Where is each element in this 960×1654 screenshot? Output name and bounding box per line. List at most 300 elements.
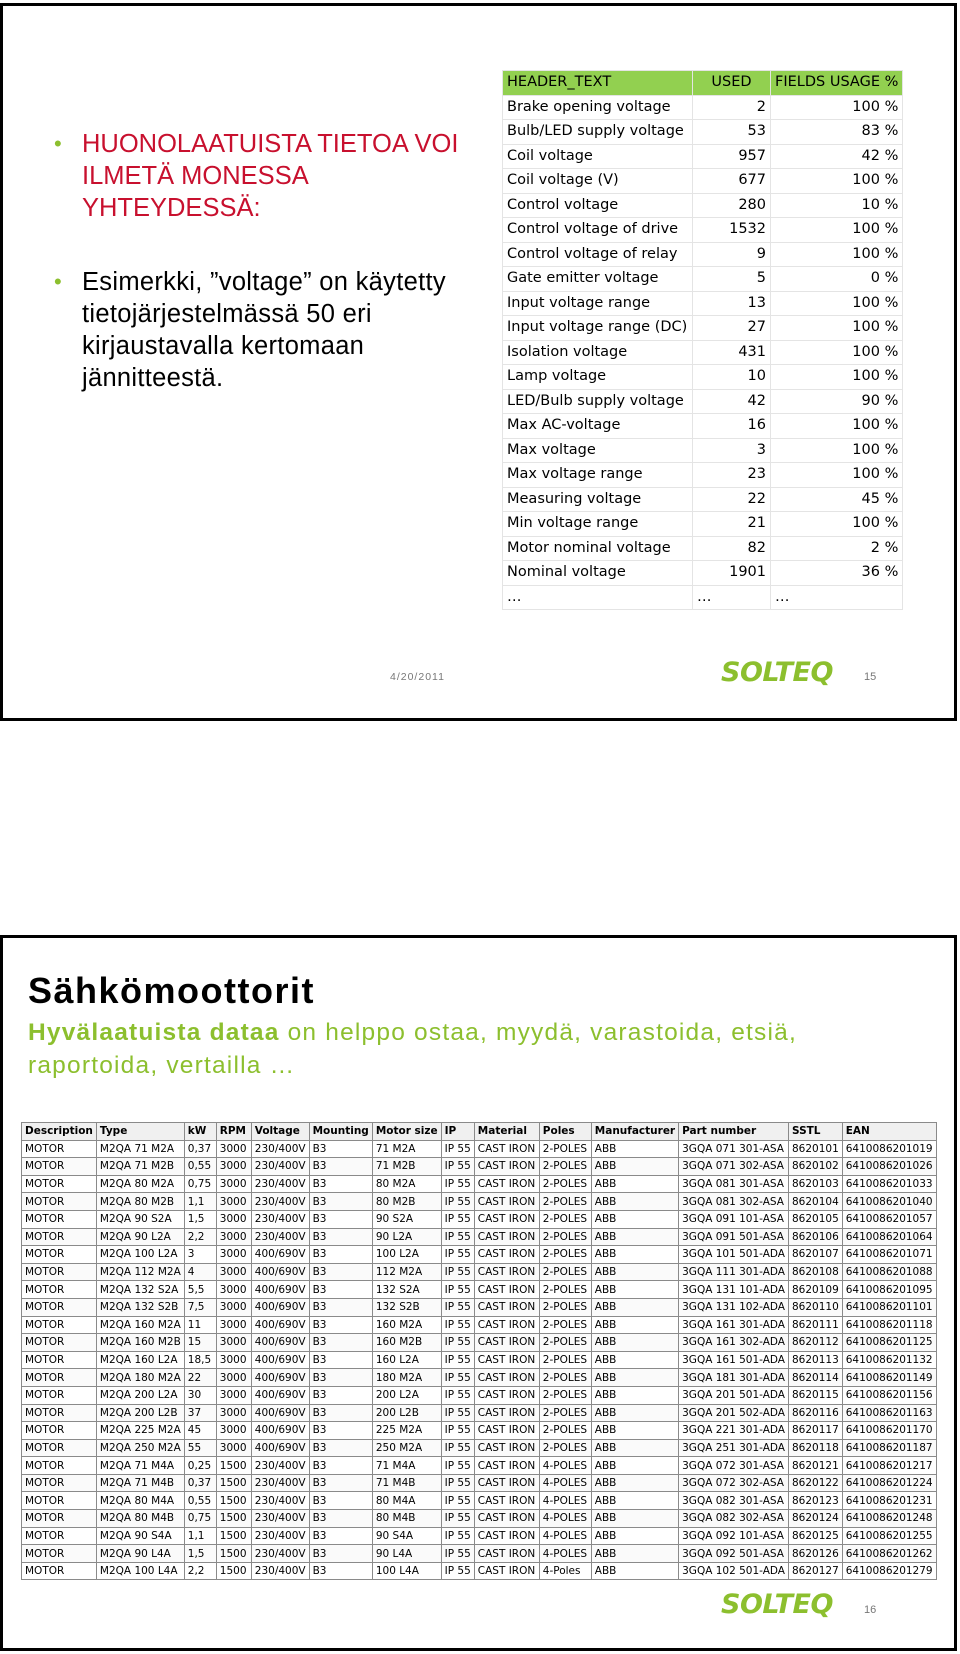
table-cell: 3GQA 161 501-ADA	[679, 1351, 789, 1369]
table-cell: 4-POLES	[539, 1474, 591, 1492]
table-cell: 3GQA 071 301-ASA	[679, 1140, 789, 1158]
table-cell: 8620103	[788, 1175, 842, 1193]
table-row	[503, 414, 903, 439]
table-cell: 1532	[693, 218, 771, 243]
table-cell: Max voltage	[503, 438, 693, 463]
table-cell: Control voltage of relay	[503, 242, 693, 267]
table-cell: B3	[309, 1281, 372, 1299]
table-cell: 400/690V	[251, 1316, 309, 1334]
table-cell: 8620109	[788, 1281, 842, 1299]
table-cell: IP 55	[441, 1404, 474, 1422]
table-cell: ABB	[591, 1298, 678, 1316]
table-cell: 6410086201187	[842, 1439, 936, 1457]
table-cell: MOTOR	[22, 1369, 97, 1387]
table-cell: ABB	[591, 1422, 678, 1440]
table-cell: 3	[184, 1246, 216, 1264]
table-cell: 160 M2B	[372, 1334, 441, 1352]
table-cell: 22	[184, 1369, 216, 1387]
table-cell: CAST IRON	[474, 1562, 539, 1580]
table-cell: 230/400V	[251, 1175, 309, 1193]
table-cell: 250 M2A	[372, 1439, 441, 1457]
table-cell: 100 %	[771, 95, 903, 120]
table-cell: M2QA 112 M2A	[96, 1263, 184, 1281]
table-cell: 71 M2B	[372, 1158, 441, 1176]
table-cell: Motor nominal voltage	[503, 536, 693, 561]
table-cell: 3GQA 131 101-ADA	[679, 1281, 789, 1299]
column-header: FIELDS USAGE %	[771, 71, 903, 96]
table-row	[503, 218, 903, 243]
table-cell: 100 %	[771, 340, 903, 365]
table-cell: 0,55	[184, 1492, 216, 1510]
table-cell: 2-POLES	[539, 1404, 591, 1422]
table-cell: B3	[309, 1228, 372, 1246]
table-cell: B3	[309, 1404, 372, 1422]
table-row	[503, 193, 903, 218]
table-cell: 23	[693, 463, 771, 488]
table-cell: 8620123	[788, 1492, 842, 1510]
table-cell: IP 55	[441, 1281, 474, 1299]
table-cell: IP 55	[441, 1246, 474, 1264]
table-cell: IP 55	[441, 1369, 474, 1387]
table-cell: 100 %	[771, 414, 903, 439]
column-header: Motor size	[372, 1123, 441, 1141]
table-cell: 30	[184, 1386, 216, 1404]
table-row	[503, 144, 903, 169]
slide-subtitle	[28, 1016, 908, 1082]
table-row	[503, 169, 903, 194]
table-cell: 3000	[216, 1351, 251, 1369]
table-cell: 3000	[216, 1298, 251, 1316]
table-cell: 132 S2A	[372, 1281, 441, 1299]
table-cell: 11	[184, 1316, 216, 1334]
table-cell: MOTOR	[22, 1351, 97, 1369]
table-cell: 6410086201118	[842, 1316, 936, 1334]
table-cell: 280	[693, 193, 771, 218]
table-cell: 1500	[216, 1492, 251, 1510]
table-cell: 2-POLES	[539, 1158, 591, 1176]
table-cell: LED/Bulb supply voltage	[503, 389, 693, 414]
table-cell: 8620117	[788, 1422, 842, 1440]
table-cell: M2QA 71 M4B	[96, 1474, 184, 1492]
table-row	[503, 267, 903, 292]
table-cell: B3	[309, 1386, 372, 1404]
table-cell: 6410086201071	[842, 1246, 936, 1264]
table-cell: ABB	[591, 1545, 678, 1563]
table-cell: 8620126	[788, 1545, 842, 1563]
table-cell: M2QA 90 L4A	[96, 1545, 184, 1563]
table-cell: MOTOR	[22, 1492, 97, 1510]
table-cell: ABB	[591, 1175, 678, 1193]
table-row	[503, 95, 903, 120]
table-cell: 225 M2A	[372, 1422, 441, 1440]
table-cell: CAST IRON	[474, 1281, 539, 1299]
table-cell: 100 %	[771, 512, 903, 537]
table-cell: 90 S4A	[372, 1527, 441, 1545]
table-cell: 100 %	[771, 365, 903, 390]
table-cell: M2QA 71 M4A	[96, 1457, 184, 1475]
table-cell: 230/400V	[251, 1545, 309, 1563]
table-cell: ABB	[591, 1281, 678, 1299]
table-row	[22, 1158, 937, 1176]
table-cell: M2QA 80 M2B	[96, 1193, 184, 1211]
table-cell: 6410086201163	[842, 1404, 936, 1422]
table-cell: 2-POLES	[539, 1316, 591, 1334]
table-cell: Nominal voltage	[503, 561, 693, 586]
table-row	[503, 487, 903, 512]
table-cell: Gate emitter voltage	[503, 267, 693, 292]
table-cell: 6410086201149	[842, 1369, 936, 1387]
table-cell: Input voltage range	[503, 291, 693, 316]
table-cell: 36 %	[771, 561, 903, 586]
table-cell: 400/690V	[251, 1246, 309, 1264]
table-row	[503, 291, 903, 316]
table-row	[22, 1404, 937, 1422]
table-cell: 16	[693, 414, 771, 439]
table-row	[22, 1562, 937, 1580]
table-cell: Input voltage range (DC)	[503, 316, 693, 341]
table-cell: 6410086201101	[842, 1298, 936, 1316]
table-cell: 2,2	[184, 1562, 216, 1580]
table-cell: 3GQA 072 302-ASA	[679, 1474, 789, 1492]
table-cell: IP 55	[441, 1510, 474, 1528]
table-cell: IP 55	[441, 1158, 474, 1176]
table-row	[503, 438, 903, 463]
column-header: EAN	[842, 1123, 936, 1141]
table-cell: 6410086201125	[842, 1334, 936, 1352]
table-cell: 8620121	[788, 1457, 842, 1475]
table-cell: 71 M4B	[372, 1474, 441, 1492]
column-header: RPM	[216, 1123, 251, 1141]
table-cell: B3	[309, 1422, 372, 1440]
table-cell: CAST IRON	[474, 1474, 539, 1492]
table-cell: MOTOR	[22, 1439, 97, 1457]
table-cell: IP 55	[441, 1175, 474, 1193]
bullet-item: • Esimerkki, ”voltage” on käytetty tietojärjestelmässä 50 eri kirjaustavalla kertomaan jännitteestä.	[52, 266, 472, 394]
table-cell: M2QA 90 S4A	[96, 1527, 184, 1545]
table-cell: 6410086201248	[842, 1510, 936, 1528]
table-cell: 3GQA 181 301-ADA	[679, 1369, 789, 1387]
table-cell: 6410086201057	[842, 1210, 936, 1228]
table-cell: 53	[693, 120, 771, 145]
table-cell: 400/690V	[251, 1422, 309, 1440]
table-cell: 100 %	[771, 291, 903, 316]
table-cell: 8620101	[788, 1140, 842, 1158]
table-cell: CAST IRON	[474, 1369, 539, 1387]
table-cell: CAST IRON	[474, 1422, 539, 1440]
table-cell: 100 %	[771, 218, 903, 243]
table-cell: 6410086201224	[842, 1474, 936, 1492]
table-cell: 2-POLES	[539, 1439, 591, 1457]
table-cell: 1500	[216, 1510, 251, 1528]
table-cell: 3GQA 072 301-ASA	[679, 1457, 789, 1475]
table-cell: IP 55	[441, 1334, 474, 1352]
table-cell: 45 %	[771, 487, 903, 512]
table-cell: 100 %	[771, 463, 903, 488]
table-cell: 2-POLES	[539, 1422, 591, 1440]
table-cell: 8620106	[788, 1228, 842, 1246]
table-row	[22, 1228, 937, 1246]
table-cell: 8620105	[788, 1210, 842, 1228]
table-cell: CAST IRON	[474, 1457, 539, 1475]
table-cell: B3	[309, 1246, 372, 1264]
table-cell: 3000	[216, 1386, 251, 1404]
table-cell: 3GQA 251 301-ADA	[679, 1439, 789, 1457]
table-row	[503, 585, 903, 610]
table-cell: 42	[693, 389, 771, 414]
table-cell: ABB	[591, 1457, 678, 1475]
table-cell: CAST IRON	[474, 1316, 539, 1334]
column-header: USED	[693, 71, 771, 96]
table-cell: 80 M4A	[372, 1492, 441, 1510]
table-cell: ABB	[591, 1510, 678, 1528]
table-cell: ABB	[591, 1158, 678, 1176]
table-cell: MOTOR	[22, 1281, 97, 1299]
table-cell: ABB	[591, 1369, 678, 1387]
table-cell: 6410086201217	[842, 1457, 936, 1475]
table-cell: 42 %	[771, 144, 903, 169]
table-cell: M2QA 71 M2B	[96, 1158, 184, 1176]
table-cell: 90 L4A	[372, 1545, 441, 1563]
table-cell: 677	[693, 169, 771, 194]
table-cell: 80 M4B	[372, 1510, 441, 1528]
table-cell: CAST IRON	[474, 1334, 539, 1352]
table-cell: 71 M4A	[372, 1457, 441, 1475]
table-cell: M2QA 160 M2B	[96, 1334, 184, 1352]
table-cell: 8620112	[788, 1334, 842, 1352]
table-cell: 80 M2A	[372, 1175, 441, 1193]
page-number: 16	[864, 1604, 877, 1616]
table-cell: 83 %	[771, 120, 903, 145]
table-cell: 8620122	[788, 1474, 842, 1492]
column-header: Voltage	[251, 1123, 309, 1141]
table-cell: ABB	[591, 1351, 678, 1369]
table-cell: 8620124	[788, 1510, 842, 1528]
table-cell: M2QA 200 L2A	[96, 1386, 184, 1404]
table-cell: B3	[309, 1439, 372, 1457]
table-cell: MOTOR	[22, 1210, 97, 1228]
table-cell: 4-POLES	[539, 1492, 591, 1510]
table-cell: B3	[309, 1492, 372, 1510]
table-cell: 6410086201132	[842, 1351, 936, 1369]
table-cell: 3GQA 201 502-ADA	[679, 1404, 789, 1422]
table-cell: 6410086201095	[842, 1281, 936, 1299]
table-cell: 1500	[216, 1457, 251, 1475]
table-cell: 3000	[216, 1316, 251, 1334]
table-cell: ABB	[591, 1492, 678, 1510]
table-cell: 22	[693, 487, 771, 512]
table-cell: Coil voltage (V)	[503, 169, 693, 194]
table-cell: 1,1	[184, 1527, 216, 1545]
table-cell: 1500	[216, 1545, 251, 1563]
table-row	[22, 1210, 937, 1228]
table-cell: 3	[693, 438, 771, 463]
table-cell: CAST IRON	[474, 1158, 539, 1176]
table-cell: MOTOR	[22, 1510, 97, 1528]
table-cell: 80 M2B	[372, 1193, 441, 1211]
table-cell: Control voltage of drive	[503, 218, 693, 243]
table-cell: …	[503, 585, 693, 610]
table-cell: 0,75	[184, 1510, 216, 1528]
table-cell: 0,37	[184, 1140, 216, 1158]
table-cell: ABB	[591, 1562, 678, 1580]
table-cell: 8620114	[788, 1369, 842, 1387]
table-cell: B3	[309, 1158, 372, 1176]
table-cell: B3	[309, 1351, 372, 1369]
table-cell: Min voltage range	[503, 512, 693, 537]
table-cell: 2-POLES	[539, 1351, 591, 1369]
table-cell: 230/400V	[251, 1228, 309, 1246]
table-cell: 71 M2A	[372, 1140, 441, 1158]
column-header: Manufacturer	[591, 1123, 678, 1141]
table-cell: 8620108	[788, 1263, 842, 1281]
table-cell: 1500	[216, 1562, 251, 1580]
table-cell: IP 55	[441, 1457, 474, 1475]
table-cell: 3000	[216, 1246, 251, 1264]
table-cell: MOTOR	[22, 1527, 97, 1545]
table-cell: CAST IRON	[474, 1263, 539, 1281]
table-cell: IP 55	[441, 1298, 474, 1316]
table-cell: 8620125	[788, 1527, 842, 1545]
table-cell: 6410086201019	[842, 1140, 936, 1158]
table-cell: 100 L4A	[372, 1562, 441, 1580]
table-cell: 21	[693, 512, 771, 537]
table-header-row	[503, 71, 903, 96]
table-cell: ABB	[591, 1527, 678, 1545]
table-cell: 9	[693, 242, 771, 267]
table-cell: 55	[184, 1439, 216, 1457]
table-cell: 132 S2B	[372, 1298, 441, 1316]
table-cell: 8620104	[788, 1193, 842, 1211]
table-cell: M2QA 132 S2A	[96, 1281, 184, 1299]
table-cell: CAST IRON	[474, 1351, 539, 1369]
table-cell: M2QA 71 M2A	[96, 1140, 184, 1158]
table-cell: B3	[309, 1474, 372, 1492]
table-cell: 2	[693, 95, 771, 120]
table-cell: B3	[309, 1334, 372, 1352]
table-cell: 100 L2A	[372, 1246, 441, 1264]
table-cell: M2QA 160 M2A	[96, 1316, 184, 1334]
table-cell: 180 M2A	[372, 1369, 441, 1387]
table-cell: M2QA 225 M2A	[96, 1422, 184, 1440]
table-cell: IP 55	[441, 1386, 474, 1404]
table-cell: 3GQA 111 301-ADA	[679, 1263, 789, 1281]
table-cell: 230/400V	[251, 1474, 309, 1492]
table-cell: 3GQA 081 301-ASA	[679, 1175, 789, 1193]
table-cell: 100 %	[771, 438, 903, 463]
table-cell: 6410086201262	[842, 1545, 936, 1563]
table-cell: 160 L2A	[372, 1351, 441, 1369]
table-row	[503, 463, 903, 488]
table-cell: ABB	[591, 1210, 678, 1228]
table-cell: 3000	[216, 1422, 251, 1440]
table-cell: 3000	[216, 1369, 251, 1387]
table-cell: M2QA 132 S2B	[96, 1298, 184, 1316]
table-row	[22, 1334, 937, 1352]
table-cell: Brake opening voltage	[503, 95, 693, 120]
table-row	[22, 1492, 937, 1510]
table-cell: 100 %	[771, 169, 903, 194]
table-cell: 2-POLES	[539, 1228, 591, 1246]
table-cell: 8620116	[788, 1404, 842, 1422]
table-cell: 3GQA 081 302-ASA	[679, 1193, 789, 1211]
solteq-logo	[721, 1589, 833, 1620]
table-cell: 3000	[216, 1228, 251, 1246]
table-cell: B3	[309, 1175, 372, 1193]
table-cell: 8620113	[788, 1351, 842, 1369]
table-cell: 2-POLES	[539, 1175, 591, 1193]
table-row	[22, 1316, 937, 1334]
table-cell: M2QA 250 M2A	[96, 1439, 184, 1457]
table-cell: ABB	[591, 1263, 678, 1281]
table-cell: 3GQA 131 102-ADA	[679, 1298, 789, 1316]
column-header: Mounting	[309, 1123, 372, 1141]
logo-text: SOLTEQ	[721, 1589, 833, 1620]
table-cell: 0,25	[184, 1457, 216, 1475]
table-cell: 400/690V	[251, 1369, 309, 1387]
table-cell: CAST IRON	[474, 1492, 539, 1510]
table-cell: 400/690V	[251, 1298, 309, 1316]
table-cell: 5,5	[184, 1281, 216, 1299]
table-cell: 1901	[693, 561, 771, 586]
table-cell: CAST IRON	[474, 1527, 539, 1545]
table-cell: 3GQA 092 501-ASA	[679, 1545, 789, 1563]
table-cell: MOTOR	[22, 1298, 97, 1316]
table-cell: 400/690V	[251, 1281, 309, 1299]
table-cell: IP 55	[441, 1422, 474, 1440]
voltage-usage-table	[502, 70, 903, 610]
subtitle-bold: Hyvälaatuista dataa	[28, 1019, 280, 1046]
table-cell: 6410086201156	[842, 1386, 936, 1404]
table-cell: 18,5	[184, 1351, 216, 1369]
table-cell: 6410086201040	[842, 1193, 936, 1211]
table-cell: IP 55	[441, 1474, 474, 1492]
table-cell: 0,55	[184, 1158, 216, 1176]
table-cell: 4-Poles	[539, 1562, 591, 1580]
table-cell: CAST IRON	[474, 1228, 539, 1246]
table-row	[22, 1474, 937, 1492]
table-cell: B3	[309, 1298, 372, 1316]
table-cell: IP 55	[441, 1316, 474, 1334]
table-cell: 4-POLES	[539, 1457, 591, 1475]
table-cell: M2QA 100 L4A	[96, 1562, 184, 1580]
table-cell: 3GQA 091 501-ASA	[679, 1228, 789, 1246]
table-cell: B3	[309, 1527, 372, 1545]
table-cell: 3GQA 161 302-ADA	[679, 1334, 789, 1352]
table-cell: 1,5	[184, 1210, 216, 1228]
table-cell: IP 55	[441, 1545, 474, 1563]
table-row	[22, 1175, 937, 1193]
table-cell: 2 %	[771, 536, 903, 561]
table-cell: 100 %	[771, 316, 903, 341]
table-cell: 82	[693, 536, 771, 561]
table-cell: M2QA 80 M4B	[96, 1510, 184, 1528]
table-cell: 1,1	[184, 1193, 216, 1211]
table-cell: ABB	[591, 1386, 678, 1404]
table-cell: 6410086201231	[842, 1492, 936, 1510]
table-row	[503, 316, 903, 341]
table-cell: 6410086201255	[842, 1527, 936, 1545]
table-cell: 4-POLES	[539, 1510, 591, 1528]
table-row	[503, 365, 903, 390]
table-cell: 2-POLES	[539, 1246, 591, 1264]
table-row	[22, 1369, 937, 1387]
table-cell: 6410086201170	[842, 1422, 936, 1440]
table-cell: 3GQA 082 302-ASA	[679, 1510, 789, 1528]
bullet-item: • HUONOLAATUISTA TIETOA VOI ILMETÄ MONESSA YHTEYDESSÄ:	[52, 128, 472, 224]
table-cell: 230/400V	[251, 1510, 309, 1528]
motor-data-table	[21, 1122, 937, 1580]
table-cell: 400/690V	[251, 1334, 309, 1352]
